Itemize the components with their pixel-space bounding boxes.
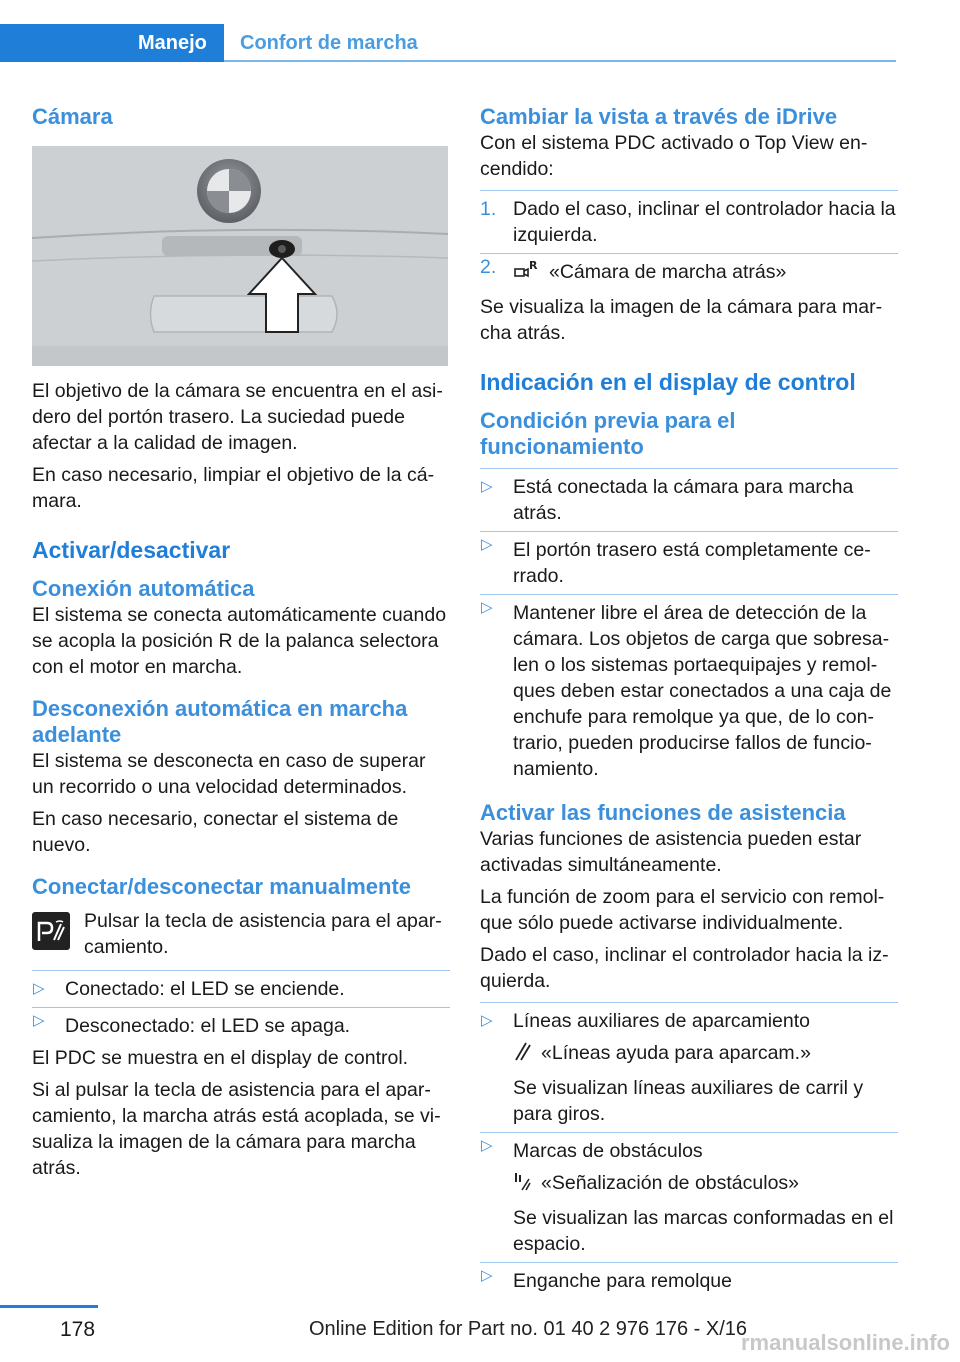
tecla-block [32, 908, 450, 960]
para-limpiar: En caso necesario, limpiar el objetivo de la cámara. [32, 464, 435, 512]
parking-lines-icon [513, 1040, 531, 1069]
page-header [0, 0, 960, 64]
list-item [480, 1008, 898, 1127]
para-tecla: Pulsar la tecla de asistencia para el aparcamiento. [84, 910, 442, 958]
step-number: 2. [480, 256, 497, 278]
marcas-title: Marcas de obstáculos [513, 1140, 703, 1162]
right-column [480, 100, 898, 1294]
para-pdc: El PDC se muestra en el display de control. [32, 1047, 409, 1069]
left-column [32, 100, 450, 1181]
condition-text: Mantener libre el área de detección de la cámara. Los objetos de carga que sobresalen o los sistemas portaequipajes y remolques deben estar conectados a una caja de enchufe para remolque ya que, de lo contrario, pueden producirse fallos de funcionamiento. [513, 602, 892, 780]
list-item [480, 531, 898, 589]
heading-condicion: Condición previa para el funcionamiento [480, 408, 736, 459]
list-item [32, 976, 450, 1002]
list-item [480, 196, 898, 248]
list-item [480, 253, 898, 288]
edition-text: Online Edition for Part no. 01 40 2 976 176 - X/16 [308, 1318, 748, 1340]
led-off-text: Desconectado: el LED se apaga. [65, 1015, 351, 1037]
list-item [480, 1262, 898, 1294]
heading-manual: Conectar/desconectar manualmente [32, 874, 412, 899]
triangle-bullet-icon: ▷ [481, 1267, 493, 1284]
lineas-menu-row [513, 1040, 898, 1069]
camera-photo [32, 146, 448, 366]
para-varias: Varias funciones de asistencia pueden estar activadas simultáneamente. [480, 828, 862, 876]
marcas-desc: Se visualizan las marcas conformadas en el espacio. [513, 1207, 894, 1255]
steps-list [480, 190, 898, 288]
list-item [480, 594, 898, 782]
list-item [480, 474, 898, 526]
triangle-bullet-icon: ▷ [481, 478, 493, 495]
triangle-bullet-icon: ▷ [481, 1137, 493, 1154]
step-number: 1. [480, 198, 497, 220]
watermark: rmanualsonline.info [740, 1330, 950, 1355]
para-desconexion: El sistema se desconecta en caso de superar un recorrido o una velocidad determinados. [32, 750, 426, 798]
para-objetivo: El objetivo de la cámara se encuentra en el asidero del portón trasero. La suciedad puede afectar a la calidad de imagen. [32, 380, 443, 454]
condition-text: El portón trasero está completamente cerrado. [513, 539, 871, 587]
triangle-bullet-icon: ▷ [33, 1012, 45, 1029]
triangle-bullet-icon: ▷ [33, 980, 45, 997]
heading-activar-funciones: Activar las funciones de asistencia [480, 800, 846, 825]
led-on-text: Conectado: el LED se enciende. [65, 978, 345, 1000]
list-item [32, 1007, 450, 1039]
obstacle-marking-icon [513, 1170, 531, 1199]
lineas-title: Líneas auxiliares de aparcamiento [513, 1010, 811, 1032]
led-list [32, 970, 450, 1039]
para-si-al: Si al pulsar la tecla de asistencia para el aparcamiento, la marcha atrás está acoplada, se visualiza la imagen de la cámara para marcha atrás. [32, 1079, 441, 1179]
para-zoom: La función de zoom para el servicio con remolque sólo puede activarse individualmente. [480, 886, 885, 934]
step-text: Dado el caso, inclinar el controlador hacia la izquierda. [513, 198, 896, 246]
header-tab-manejo: Manejo [0, 24, 224, 62]
marcas-menu-text: «Señalización de obstáculos» [541, 1172, 800, 1194]
heading-cambiar: Cambiar la vista a través de iDrive [480, 104, 838, 129]
lineas-menu-text: «Líneas ayuda para aparcam.» [541, 1042, 811, 1064]
svg-text:R: R [529, 259, 538, 272]
lineas-desc: Se visualizan líneas auxiliares de carril y para giros. [513, 1077, 864, 1125]
para-con-pdc: Con el sistema PDC activado o Top View encendido: [480, 132, 868, 180]
tailgate-illustration [32, 146, 448, 366]
enganche-title: Enganche para remolque [513, 1270, 732, 1292]
header-rule [224, 60, 896, 62]
list-item [480, 1132, 898, 1257]
heading-conexion: Conexión automática [32, 576, 255, 601]
heading-camara: Cámara [32, 104, 113, 129]
page-number: 178 [60, 1318, 96, 1341]
condition-text: Está conectada la cámara para marcha atrás. [513, 476, 854, 524]
footer-rule [0, 1305, 98, 1308]
function-list [480, 1002, 898, 1294]
parking-assist-button-icon [32, 912, 70, 950]
heading-indicacion: Indicación en el display de control [480, 369, 856, 395]
header-tab-confort: Confort de marcha [240, 32, 418, 54]
triangle-bullet-icon: ▷ [481, 1012, 493, 1029]
triangle-bullet-icon: ▷ [481, 599, 493, 616]
step-text: «Cámara de marcha atrás» [549, 261, 787, 283]
para-conexion: El sistema se conecta automáticamente cuando se acopla la posición R de la palanca selectora con el motor en marcha. [32, 604, 447, 678]
triangle-bullet-icon: ▷ [481, 536, 493, 553]
rear-camera-icon [513, 259, 539, 288]
condition-list [480, 468, 898, 782]
heading-desconexion: Desconexión automática en marcha adelante [32, 696, 408, 747]
para-nuevo: En caso necesario, conectar el sistema de nuevo. [32, 808, 399, 856]
para-dado: Dado el caso, inclinar el controlador hacia la izquierda. [480, 944, 889, 992]
heading-activar: Activar/desactivar [32, 537, 231, 563]
marcas-menu-row [513, 1170, 898, 1199]
para-visualiza: Se visualiza la imagen de la cámara para marcha atrás. [480, 296, 883, 344]
